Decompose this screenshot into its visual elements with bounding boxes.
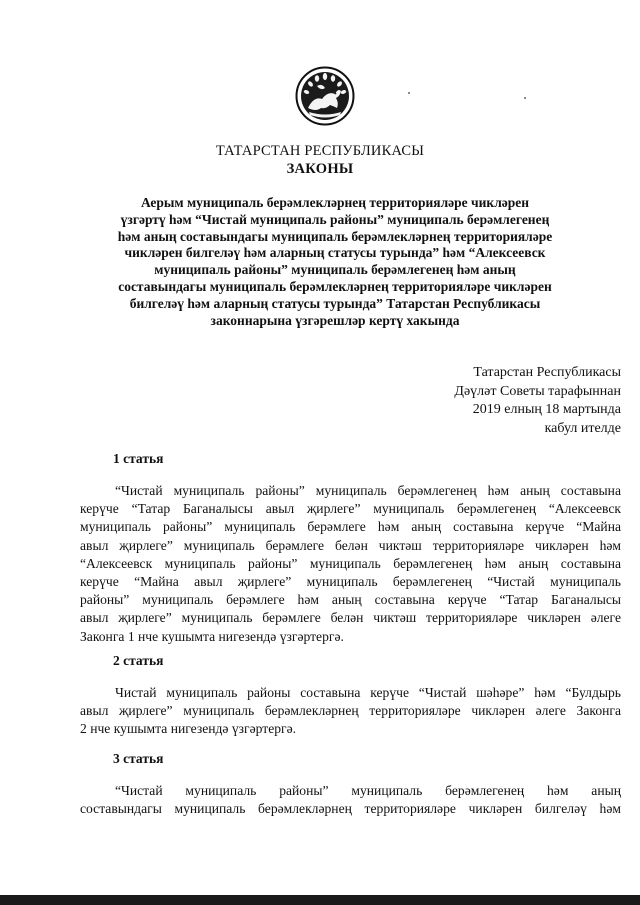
adoption-line: 2019 елның 18 мартында (472, 402, 621, 417)
law-title (100, 195, 570, 329)
article-1-heading: 1 статья (113, 451, 164, 466)
article-1-text (80, 482, 621, 646)
law-title-line: чикләрен билгеләү һәм аларның статусы турында” һәм “Алексеевск (124, 245, 546, 261)
law-title-line: билгеләү һәм аларның статусы турында” Татарстан Республикасы (129, 295, 541, 311)
article-3-heading: 3 статья (113, 751, 164, 766)
article-2-text (80, 684, 621, 739)
text-line: авыл җирлеге” муниципаль берәмлеге белән чиктәш территорияләре чикләрен әлеге (80, 610, 621, 626)
country-name: ТАТАРСТАН РЕСПУБЛИКАСЫ (215, 143, 425, 159)
text-line: “Чистай муниципаль районы” муниципаль берәмлегенең һәм аның (115, 783, 621, 798)
law-title-line: Аерым муниципаль берәмлекләрнең территорияләре чикләрен (140, 195, 530, 210)
scan-speck (408, 92, 410, 94)
scan-edge-bar (0, 895, 640, 905)
law-title-line: һәм аның составындагы муниципаль берәмлекләрнең территорияләре (117, 228, 553, 244)
text-line: составындагы муниципаль берәмлекләрнең территорияләре чикләрен билгеләү һәм (80, 801, 621, 817)
text-line: “Чистай муниципаль районы” муниципаль берәмлегенең һәм аның составына (115, 483, 621, 498)
adoption-note (454, 364, 621, 438)
adoption-line: Дәүләт Советы тарафыннан (454, 383, 621, 399)
text-line: 2 нче кушымта нигезендә үзгәртергә. (80, 721, 297, 737)
law-title-line: составындагы муниципаль берәмлекләрнең территорияләре чикләрен (118, 278, 552, 294)
text-line: районы” муниципаль берәмлеге һәм аның составына керүче “Татар Баганалысы (80, 592, 621, 608)
text-line: Чистай муниципаль районы составына керүче “Чистай шәһәре” һәм “Булдырь (115, 685, 621, 700)
law-title-line: үзгәртү һәм “Чистай муниципаль районы” муниципаль берәмлегенең (120, 211, 550, 227)
article-2-heading: 2 статья (113, 653, 164, 668)
scan-speck (524, 97, 526, 99)
law-title-line: законнарына үзгәрешләр кертү хакында (210, 312, 460, 328)
text-line: керүче “Майна авыл җирлеге” муниципаль берәмлегенең “Чистай муниципаль (80, 574, 621, 590)
law-title-line: муниципаль районы” муниципаль берәмлегенең һәм аның (154, 262, 516, 278)
article-3-text (80, 782, 621, 818)
document-kind: ЗАКОНЫ (286, 161, 354, 177)
adoption-line: кабул ителде (544, 420, 621, 436)
text-line: авыл җирлеге” муниципаль берәмлекләрнең территорияләре чикләрен әлеге Законга (80, 703, 621, 719)
coat-of-arms-icon (295, 66, 355, 126)
text-line: “Алексеевск муниципаль районы” муниципаль берәмлегенең һәм аның составына (80, 555, 621, 571)
text-line: Законга 1 нче кушымта нигезендә үзгәртергә. (80, 628, 344, 644)
text-line: муниципаль районы” муниципаль берәмлеге һәм аның составына керүче “Майна (80, 519, 621, 535)
adoption-line: Татарстан Республикасы (473, 365, 621, 380)
text-line: керүче “Татар Баганалысы авыл җирлеге” муниципаль берәмлегенең “Алексеевск (80, 501, 621, 517)
text-line: авыл җирлеге” муниципаль берәмлеге белән чиктәш территорияләре чикләрен һәм (80, 537, 621, 553)
